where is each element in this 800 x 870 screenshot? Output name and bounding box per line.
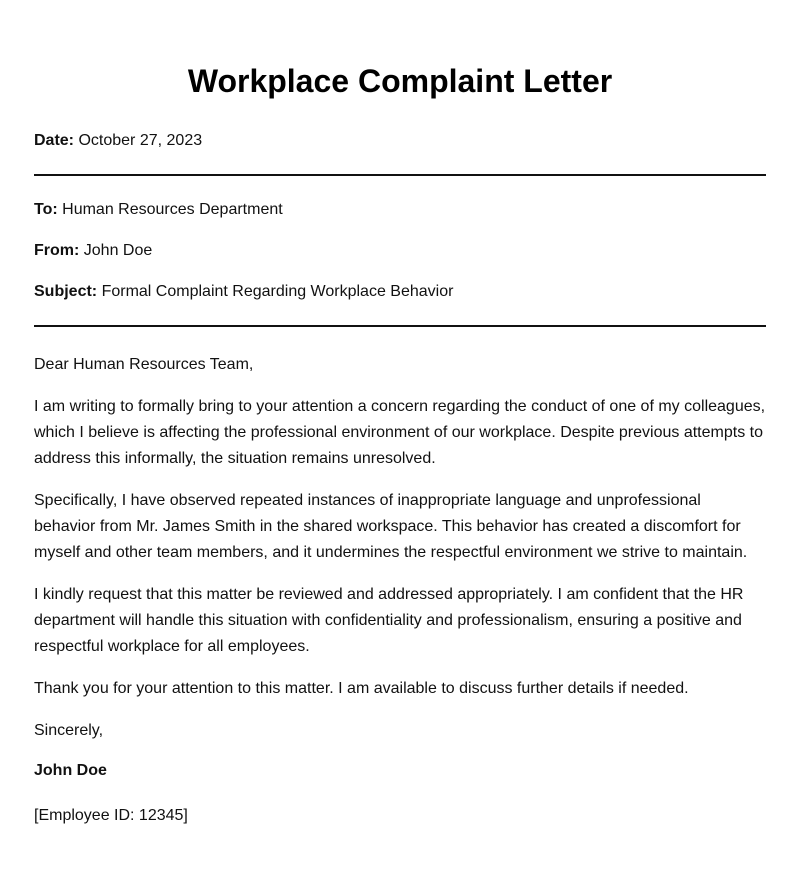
- from-label: From:: [34, 242, 80, 259]
- letter-header: [34, 200, 766, 302]
- date-label: Date:: [34, 132, 75, 149]
- to-label: To:: [34, 201, 58, 218]
- subject-label: Subject:: [34, 283, 98, 300]
- closing: Sincerely,: [34, 722, 104, 739]
- to-line: [34, 200, 766, 220]
- employee-id: [Employee ID: 12345]: [34, 807, 188, 824]
- signature-name: John Doe: [34, 762, 107, 779]
- to-value: Human Resources Department: [62, 201, 283, 218]
- subject-value: Formal Complaint Regarding Workplace Behavior: [101, 283, 454, 300]
- date-value: October 27, 2023: [78, 132, 203, 149]
- body-paragraph-4: Thank you for your attention to this matter. I am available to discuss further details if needed.: [34, 680, 689, 697]
- from-line: [34, 241, 766, 261]
- divider-top: [34, 174, 766, 176]
- page-title: Workplace Complaint Letter: [187, 63, 613, 99]
- body-paragraph-3: I kindly request that this matter be reviewed and addressed appropriately. I am confident that the HR department will handle this situation with confidentiality and professionalism, ensuring a positive and respectful workplace for all employees.: [34, 586, 744, 655]
- salutation: Dear Human Resources Team,: [34, 356, 254, 373]
- date-line: [34, 131, 766, 151]
- divider-bottom: [34, 325, 766, 327]
- body-paragraph-1: I am writing to formally bring to your attention a concern regarding the conduct of one of my colleagues, which I believe is affecting the professional environment of our workplace. Despite previous attempts to address this informally, the situation remains unresolved.: [34, 398, 766, 467]
- from-value: John Doe: [83, 242, 153, 259]
- letter-body: [34, 352, 766, 744]
- subject-line: [34, 282, 766, 302]
- body-paragraph-2: Specifically, I have observed repeated instances of inappropriate language and unprofessional behavior from Mr. James Smith in the shared workspace. This behavior has created a discomfort for myself and other team members, and it undermines the respectful environment we strive to maintain.: [34, 492, 748, 561]
